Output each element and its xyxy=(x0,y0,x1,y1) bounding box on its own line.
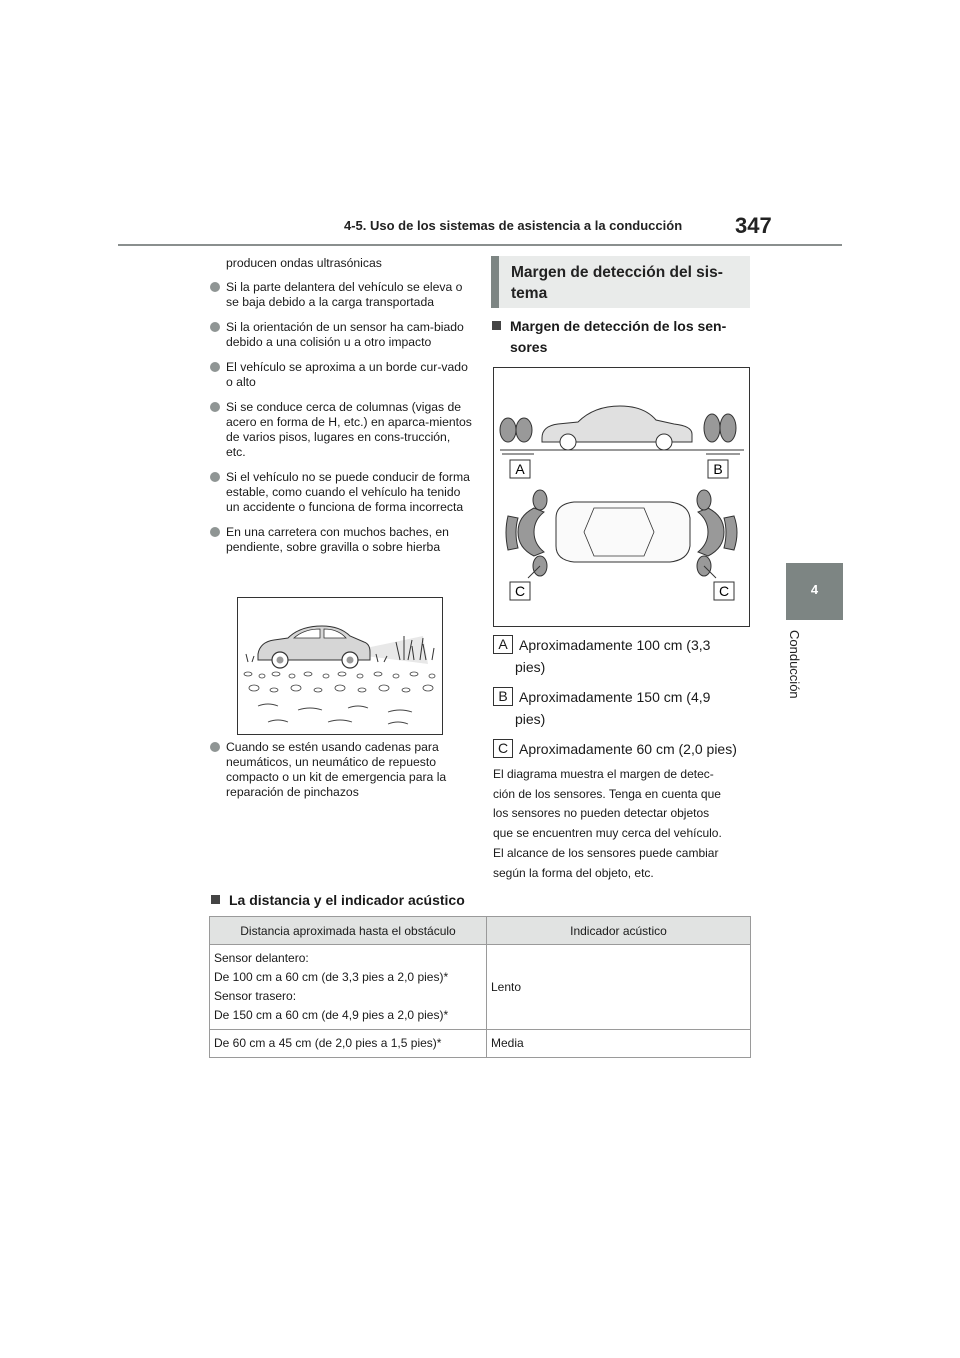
bullet-icon xyxy=(210,402,220,412)
bullet-icon xyxy=(210,322,220,332)
table-cell: De 60 cm a 45 cm (de 2,0 pies a 1,5 pies)* xyxy=(210,1030,487,1058)
sensor-zone-right-top xyxy=(697,490,737,576)
continuation-text: producen ondas ultrasónicas xyxy=(226,256,382,270)
table-row xyxy=(210,1030,751,1058)
distance-heading: La distancia y el indicador acústico xyxy=(211,892,465,908)
definition-c: C Aproximadamente 60 cm (2,0 pies) xyxy=(493,738,753,760)
chapter-number: 4 xyxy=(810,582,819,597)
section-heading xyxy=(491,256,750,308)
definition-a: A Aproximadamente 100 cm (3,3 pies) xyxy=(493,634,753,678)
car-top-icon xyxy=(556,502,690,562)
square-bullet-icon xyxy=(492,321,501,330)
header-rule xyxy=(118,244,842,246)
distance-table xyxy=(209,916,751,1058)
list-item: El vehículo se aproxima a un borde cur-vado o alto xyxy=(210,360,472,390)
letter-box: B xyxy=(493,687,513,706)
square-bullet-icon xyxy=(211,895,220,904)
sensor-zone-left-side xyxy=(500,418,532,442)
note-paragraph-1: El diagrama muestra el margen de detec- ción de los sensores. Tenga en cuenta que los sensores no pueden detectar objetos que se encuentren muy cerca del vehículo. xyxy=(493,767,722,840)
table-cell: Lento xyxy=(487,945,751,1030)
bullet-icon xyxy=(210,472,220,482)
page-number: 347 xyxy=(735,213,772,238)
sensor-zone-right-side xyxy=(704,414,736,442)
sensor-range-diagram xyxy=(493,367,750,627)
column-header: Indicador acústico xyxy=(487,917,751,945)
column-header: Distancia aproximada hasta el obstáculo xyxy=(210,917,487,945)
list-item: Cuando se estén usando cadenas para neumáticos, un neumático de repuesto compacto o un kit de emergencia para la reparación de pinchazos xyxy=(210,740,472,800)
section-heading-line1: Margen de detección del sis- xyxy=(511,264,723,281)
bullet-icon xyxy=(210,362,220,372)
table-header-row xyxy=(210,917,751,945)
rough-terrain-illustration xyxy=(237,597,443,735)
table-row xyxy=(210,945,751,1030)
bullet-icon xyxy=(210,742,220,752)
list-item: Si se conduce cerca de columnas (vigas de acero en forma de H, etc.) en aparca-mientos de varios pisos, lugares en cons-trucción, etc. xyxy=(210,400,472,460)
definition-b: B Aproximadamente 150 cm (4,9 pies) xyxy=(493,686,753,730)
label-b: B xyxy=(713,461,723,477)
note-paragraph-2: El alcance de los sensores puede cambiar según la forma del objeto, etc. xyxy=(493,846,719,880)
left-column-after-image xyxy=(210,740,472,810)
label-a: A xyxy=(515,461,525,477)
label-c-left: C xyxy=(514,583,526,599)
car-on-gravel-icon xyxy=(238,598,442,734)
list-item: Si el vehículo no se puede conducir de forma estable, como cuando el vehículo ha tenido un accidente o funciona de forma incorrecta xyxy=(210,470,472,515)
chapter-label: Conducción xyxy=(787,630,802,699)
left-column xyxy=(210,256,472,565)
list-item: En una carretera con muchos baches, en pendiente, sobre gravilla o sobre hierba xyxy=(210,525,472,555)
bullet-icon xyxy=(210,527,220,537)
section-heading-line2: tema xyxy=(511,285,548,302)
bullet-icon xyxy=(210,282,220,292)
list-item: Si la parte delantera del vehículo se eleva o se baja debido a la carga transportada xyxy=(210,280,472,310)
section-title: 4-5. Uso de los sistemas de asistencia a la conducción xyxy=(344,218,683,233)
label-c-right: C xyxy=(718,583,730,599)
table-cell: Media xyxy=(487,1030,751,1058)
letter-box: C xyxy=(493,739,513,758)
list-item: Si la orientación de un sensor ha cam-biado debido a una colisión u a otro impacto xyxy=(210,320,472,350)
subheading: Margen de detección de los sen- sores xyxy=(492,316,752,358)
sensor-zone-left-top xyxy=(506,490,547,576)
letter-box: A xyxy=(493,635,513,654)
table-cell: Sensor delantero: De 100 cm a 60 cm (de 3,3 pies a 2,0 pies)* Sensor trasero: De 150 cm a 60 cm (de 4,9 pies a 2,0 pies)* xyxy=(210,945,487,1030)
